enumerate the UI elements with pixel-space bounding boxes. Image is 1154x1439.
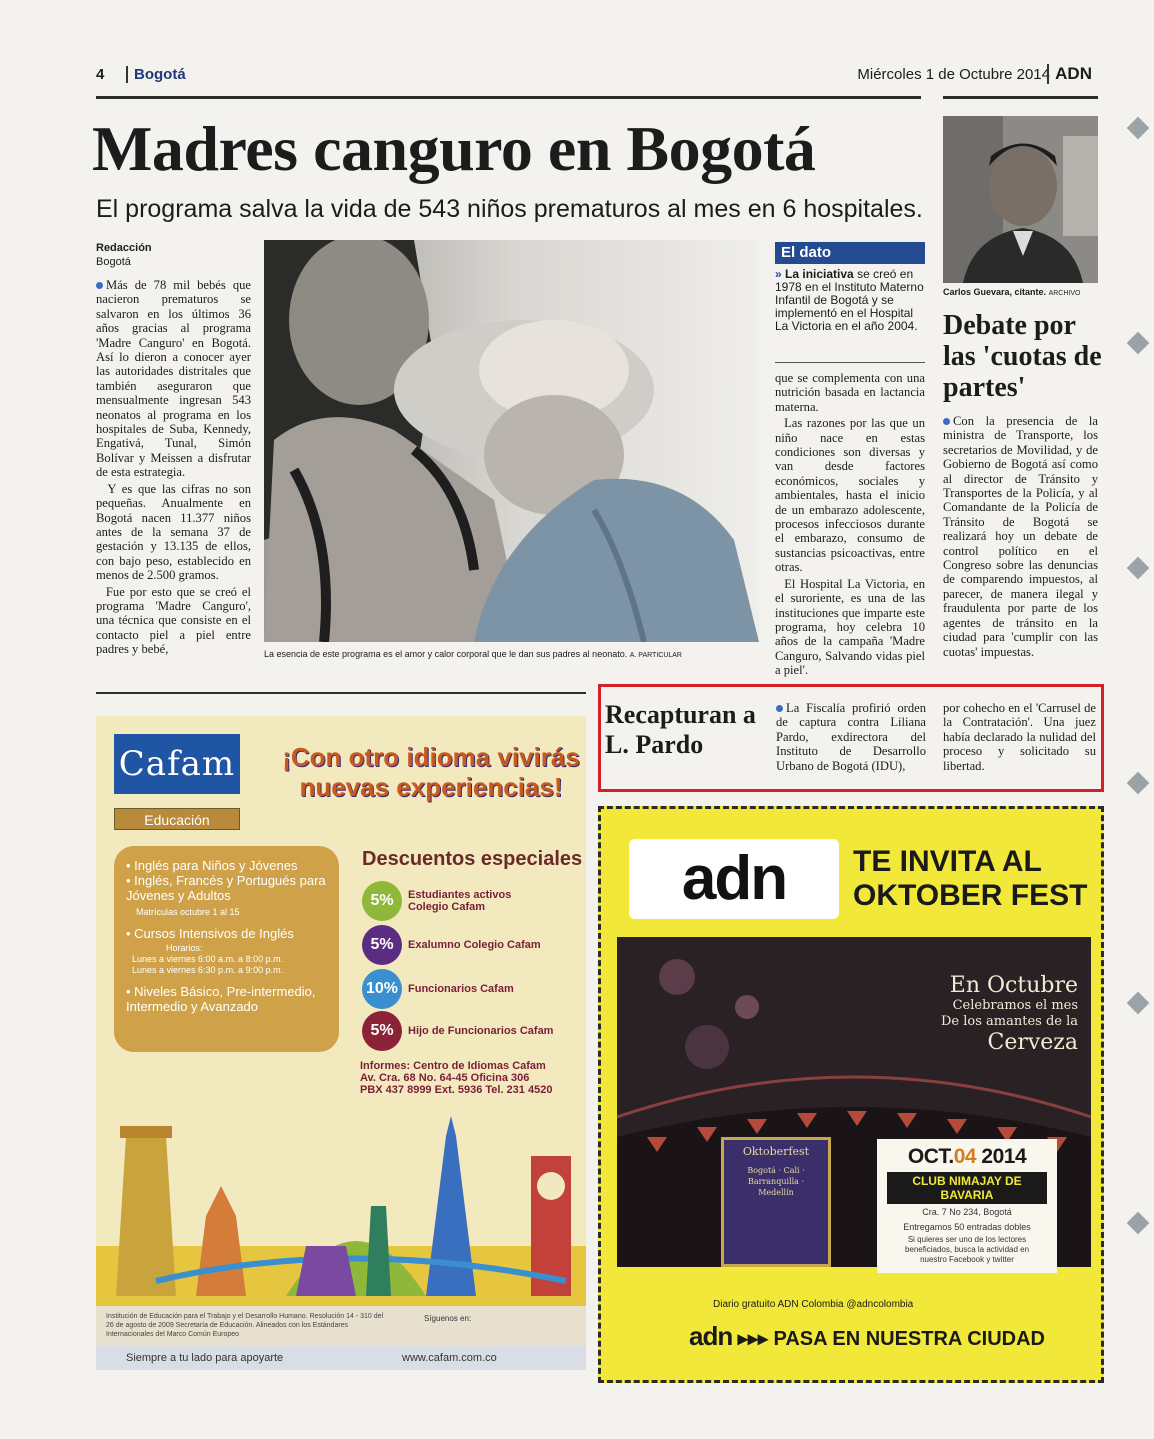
paragraph: El Hospital La Victoria, en el suroriente, es una de las instituciones que imparte este programa, hoy celebra 10 años de la campaña 'Madre Canguro, Salvando vidas piel a piel'. <box>775 576 926 678</box>
legal-text: Institución de Educación para el Trabajo y el Desarrollo Humano. Resolución 14 - 310 del 26 de agosto de 2009 Secretaría de Educación. Alineados con los Estándares Internacionales del Marco Común Europeo <box>106 1313 384 1338</box>
adn-oktoberfest-advertisement <box>598 806 1104 1383</box>
side-article-body <box>943 414 1098 661</box>
discount-label: Exalumno Colegio Cafam <box>408 939 541 951</box>
invite-heading <box>853 845 1087 913</box>
portrait-photo <box>943 116 1098 283</box>
poster-title: Oktoberfest <box>742 1145 810 1158</box>
cafam-advertisement <box>96 716 586 1370</box>
discount-label: Hijo de Funcionarios Cafam <box>408 1025 554 1037</box>
el-dato-header: El dato <box>775 242 925 264</box>
dato-body: se creó en 1978 en el Instituto Materno Infantil de Bogotá y se implementó en el Hospital La Victoria en el año 2004. <box>775 267 924 333</box>
issue-date: Miércoles 1 de Octubre 2014 <box>857 66 1050 83</box>
paragraph: que se complementa con una nutrición basada en lactancia materna. <box>775 371 925 414</box>
registration-mark <box>1127 117 1150 140</box>
bullet-icon <box>96 282 103 289</box>
cafam-slogan: ¡Con otro idioma vivirás nuevas experiencias! <box>282 742 580 802</box>
chevron-icon: » <box>775 267 782 281</box>
cafam-tagline: Siempre a tu lado para apoyarte <box>126 1352 284 1364</box>
social-label: Síguenos en: <box>424 1314 472 1323</box>
dato-lead: La iniciativa <box>785 267 854 281</box>
paragraph: Más de 78 mil bebés que nacieron prematuros se salvaron en los últimos 36 años gracias al programa 'Madre Canguro' en Bogotá. Así lo dieron a conocer ayer las autoridades distritales que también aseguraron que mensualmente ingresan 543 neonatos al programa en los hospitales de Suba, Kennedy, Engativá, Tunal, Simón Bolívar y Meissen a disfrutar de esta estrategia. <box>96 278 251 480</box>
cafam-footer <box>96 1306 586 1370</box>
cafam-logo: Cafam <box>114 734 240 794</box>
top-rule-right <box>943 96 1098 99</box>
schedule-line: Lunes a viernes 6:30 p.m. a 9:00 p.m. <box>132 965 284 975</box>
top-rule <box>96 96 921 99</box>
course-list <box>114 846 339 1052</box>
landmarks-illustration <box>96 1096 586 1306</box>
october-line: De los amantes de la <box>941 1014 1079 1029</box>
discount-item <box>362 969 514 1009</box>
paragraph: Fue por esto que se creó el programa 'Madre Canguro', una técnica que consiste en el contacto piel a piel entre padres y bebé, <box>96 584 251 657</box>
social-handles[interactable]: Diario gratuito ADN Colombia @adncolombia <box>713 1299 914 1310</box>
october-line: Celebramos el mes <box>952 998 1079 1013</box>
caption-text: La esencia de este programa es el amor y calor corporal que le dan sus padres al neonato. <box>264 649 628 659</box>
course-item: • Inglés, Francés y Portugués para Jóvenes y Adultos <box>126 873 326 903</box>
invite-line: OKTOBER FEST <box>853 879 1088 912</box>
portrait-caption <box>943 287 1080 297</box>
photo-caption <box>264 649 759 659</box>
paragraph: Y es que las cifras no son pequeñas. Anualmente en Bogotá nacen 11.377 niños antes de la semana 37 de gestación y 13.135 de ellos, con bajo peso, establecido en menos de 2.500 gramos. <box>96 481 251 583</box>
discount-badge: 10% <box>362 969 402 1009</box>
dato-divider <box>775 362 925 363</box>
section-name: Bogotá <box>126 66 186 83</box>
discount-item <box>362 1011 553 1051</box>
poster-cities: Bogotá · Cali · Barranquilla · Medellín <box>747 1166 805 1197</box>
event-venue: CLUB NIMAJAY DE BAVARIA <box>887 1172 1047 1204</box>
course-item: • Niveles Básico, Pre-intermedio, Intermedio y Avanzado <box>126 984 316 1014</box>
el-dato-text <box>775 268 925 333</box>
event-date <box>881 1145 1053 1169</box>
brand-mark: ADN <box>1047 64 1092 84</box>
mother-baby-photo <box>264 240 759 642</box>
adn-logo: adn <box>629 839 839 919</box>
main-headline: Madres canguro en Bogotá <box>92 113 816 184</box>
event-day: 04 <box>953 1145 977 1168</box>
schedule-title: Horarios: <box>166 943 203 953</box>
bullet-icon <box>776 705 783 712</box>
footer-logo: adn <box>689 1321 733 1351</box>
info-title: Informes: Centro de Idiomas Cafam <box>360 1060 546 1072</box>
byline-city: Bogotá <box>96 256 131 268</box>
registration-mark <box>1127 1212 1150 1235</box>
schedule-line: Lunes a viernes 6:00 a.m. a 8:00 p.m. <box>132 954 284 964</box>
invite-line: TE INVITA AL <box>853 845 1042 878</box>
event-address: Cra. 7 No 234, Bogotá <box>922 1207 1012 1217</box>
registration-mark <box>1127 332 1150 355</box>
bullet-icon <box>943 418 950 425</box>
side-headline: Debate por las 'cuotas de partes' <box>943 310 1102 403</box>
discount-label: Estudiantes activos Colegio Cafam <box>408 889 512 913</box>
footer-text: ▸▸▸ PASA EN NUESTRA CIUDAD <box>737 1328 1045 1350</box>
discount-badge: 5% <box>362 1011 402 1051</box>
giveaway-note: Si quieres ser uno de los lectores beneficiados, busca la actividad en nuestro Facebook y twitter <box>904 1235 1030 1264</box>
beer-word: Cerveza <box>987 1030 1079 1055</box>
photo-credit: A. PARTICULAR <box>629 652 682 659</box>
contact-info <box>360 1060 552 1096</box>
discount-label: Funcionarios Cafam <box>408 983 514 995</box>
event-month: OCT. <box>907 1145 954 1168</box>
discounts-title: Descuentos especiales <box>362 848 583 870</box>
article-column-1 <box>96 278 251 659</box>
caption-text: Carlos Guevara, citante. <box>943 287 1047 297</box>
info-phone: PBX 437 8999 Ext. 5936 Tel. 231 4520 <box>360 1084 553 1096</box>
course-item: • Inglés para Niños y Jóvenes <box>126 858 298 873</box>
october-title: En Octubre <box>949 973 1079 998</box>
brief-headline: Recapturan a L. Pardo <box>605 700 756 759</box>
page-number: 4 <box>96 66 105 83</box>
registration-mark <box>1127 992 1150 1015</box>
registration-mark <box>1127 772 1150 795</box>
cafam-website[interactable]: www.cafam.com.co <box>402 1352 497 1364</box>
portrait-credit: ARCHIVO <box>1048 290 1081 297</box>
paragraph: La Fiscalía profirió orden de captura contra Liliana Pardo, exdirectora del Instituto de Desarrollo Urbano de Bogotá (IDU), <box>776 701 926 773</box>
enrollment-dates: Matrículas octubre 1 al 15 <box>136 907 240 917</box>
main-subhead: El programa salva la vida de 543 niños prematuros al mes en 6 hospitales. <box>96 195 923 223</box>
event-year: 2014 <box>981 1145 1027 1168</box>
info-address: Av. Cra. 68 No. 64-45 Oficina 306 <box>360 1072 530 1084</box>
course-item: • Cursos Intensivos de Inglés <box>126 926 294 941</box>
registration-mark <box>1127 557 1150 580</box>
discount-badge: 5% <box>362 925 402 965</box>
article-column-3 <box>775 371 925 680</box>
discount-item <box>362 925 541 965</box>
giveaway: Entregamos 50 entradas dobles <box>903 1222 1031 1232</box>
paragraph: Con la presencia de la ministra de Transporte, los secretarios de Movilidad, y de Gobierno de Bogotá así como al director de Tránsito y Transportes de la Policía, y al Comandante de la Policía de Tránsito de Bogotá se realizará hoy un debate de control político en el Congreso sobre las denuncias de comparendo impuestos, al parecer, de manera ilegal y fraudulenta por parte de los agentes de tránsito en la ciudad para 'cumplir con las cuotas' impuestas. <box>943 414 1098 659</box>
paragraph: por cohecho en el 'Carrusel de la Contratación'. Una juez había declarado la nulidad del proceso y solicitado su libertad. <box>943 701 1096 773</box>
adn-footer <box>689 1321 1045 1352</box>
cafam-division: Educación <box>114 808 240 830</box>
brief-column-1 <box>776 701 926 775</box>
section-divider <box>96 692 586 694</box>
fest-poster <box>721 1137 831 1267</box>
paragraph: Las razones por las que un niño nace en estas condiciones son diversas y van desde factores económicos, sociales y ambientales, hasta el inicio de un embarazo adolescente, procesos infecciosos durante el embarazo, consumo de sustancias psicoactivas, entre otras. <box>775 416 925 575</box>
event-card <box>877 1139 1057 1273</box>
discount-badge: 5% <box>362 881 402 921</box>
brief-column-2 <box>943 701 1096 775</box>
october-text <box>941 973 1078 1055</box>
discount-item <box>362 881 548 921</box>
byline: Redacción <box>96 242 152 254</box>
